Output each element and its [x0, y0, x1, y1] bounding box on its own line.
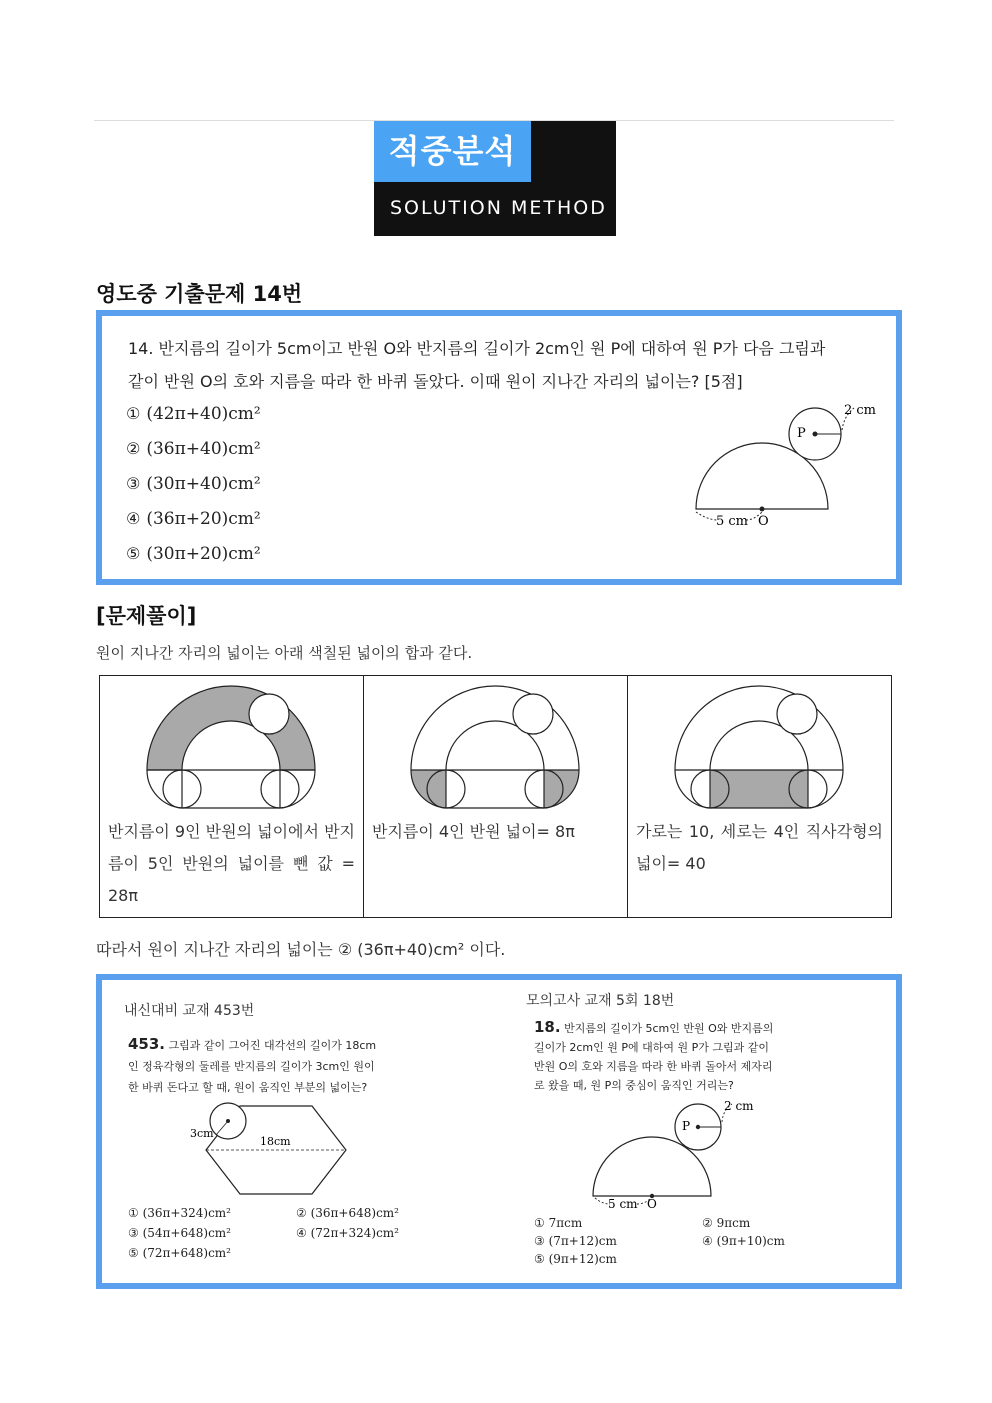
left-source-title: 내신대비 교재 453번 — [124, 1003, 255, 1019]
choice-5: ⑤ (30π+20)cm² — [126, 544, 261, 564]
label-o: O — [758, 514, 769, 529]
left-problem-num: 453. — [128, 1035, 166, 1053]
question-box — [96, 310, 902, 585]
left-choice-4: ④ (72π+324)cm² — [296, 1226, 399, 1240]
label-o: O — [647, 1197, 657, 1211]
right-semicircle-figure — [590, 1094, 760, 1214]
label-p: P — [682, 1119, 691, 1133]
label-3cm: 3cm — [190, 1127, 214, 1140]
label-2cm: 2 cm — [724, 1099, 754, 1113]
right-choice-5: ⑤ (9π+12)cm — [534, 1252, 617, 1266]
left-choice-1: ① (36π+324)cm² — [128, 1206, 231, 1220]
solution-table — [99, 675, 892, 918]
question-line-1: 14. 반지름의 길이가 5cm이고 반원 O와 반지름의 길이가 2cm인 원 P에 대하여 원 P가 다음 그림과 — [128, 339, 826, 358]
logo-subtitle: SOLUTION METHOD — [390, 197, 607, 219]
solution-intro: 원이 지나간 자리의 넓이는 아래 색칠된 넓이의 합과 같다. — [96, 644, 473, 662]
solution-cell-2 — [364, 676, 628, 918]
question-text — [128, 332, 888, 398]
choice-3: ③ (30π+40)cm² — [126, 474, 261, 494]
solution-conclusion: 따라서 원이 지나간 자리의 넓이는 ② (36π+40)cm² 이다. — [96, 940, 506, 959]
left-choice-3: ③ (54π+648)cm² — [128, 1226, 231, 1240]
right-choice-2: ② 9πcm — [702, 1216, 751, 1230]
cell-1-text: 반지름이 9인 반원의 넓이에서 반지름이 5인 반원의 넓이를 뺀 값 = 28π — [108, 822, 355, 905]
right-source-title: 모의고사 교재 5회 18번 — [526, 993, 675, 1009]
left-problem-text: 453. 그림과 같이 그어진 대각선의 길이가 18cm 인 정육각형의 둘레를 반지름의 길이가 3cm인 원이 한 바퀴 돈다고 할 때, 원이 움직인 부분의 넓이는? — [128, 1035, 377, 1094]
question-line-2: 같이 반원 O의 호와 지름을 따라 한 바퀴 돌았다. 이때 원이 지나간 자리의 넓이는? [5점] — [128, 372, 743, 391]
right-problem-num: 18. — [534, 1018, 561, 1036]
right-choice-1: ① 7πcm — [534, 1216, 583, 1230]
figure-rect-shaded — [668, 678, 848, 814]
similar-problems-box — [96, 974, 902, 1289]
solution-cell-1 — [100, 676, 364, 918]
label-5cm: 5 cm — [716, 514, 749, 529]
figure-side-shaded — [404, 678, 584, 814]
hexagon-figure — [190, 1095, 360, 1200]
label-p: P — [797, 426, 806, 441]
choice-2: ② (36π+40)cm² — [126, 439, 261, 459]
left-choice-2: ② (36π+648)cm² — [296, 1206, 399, 1220]
label-2cm: 2 cm — [844, 403, 877, 418]
label-5cm: 5 cm — [608, 1197, 638, 1211]
right-choice-4: ④ (9π+10)cm — [702, 1234, 785, 1248]
cell-2-text: 반지름이 4인 반원 넓이= 8π — [372, 822, 575, 841]
label-18cm: 18cm — [260, 1135, 291, 1148]
right-problem-text: 18. 반지름의 길이가 5cm인 반원 O와 반지름의 길이가 2cm인 원 P에 대하여 원 P가 그림과 같이 반원 O의 호와 지름을 따라 한 바퀴 돌아서 제자리 로 왔을 때, 원 P의 중심이 움직인 거리는? — [534, 1018, 774, 1092]
solution-cell-3 — [628, 676, 892, 918]
cell-3-text: 가로는 10, 세로는 4인 직사각형의 넓이= 40 — [636, 822, 883, 873]
semicircle-figure — [682, 394, 882, 534]
choice-4: ④ (36π+20)cm² — [126, 509, 261, 529]
section-title-exam: 영도중 기출문제 14번 — [96, 282, 303, 306]
figure-ring-shaded — [140, 678, 320, 814]
left-choice-5: ⑤ (72π+648)cm² — [128, 1246, 231, 1260]
logo-title: 적중분석 — [374, 121, 531, 182]
choice-1: ① (42π+40)cm² — [126, 404, 261, 424]
section-title-solution: [문제풀이] — [96, 604, 197, 628]
right-choice-3: ③ (7π+12)cm — [534, 1234, 617, 1248]
